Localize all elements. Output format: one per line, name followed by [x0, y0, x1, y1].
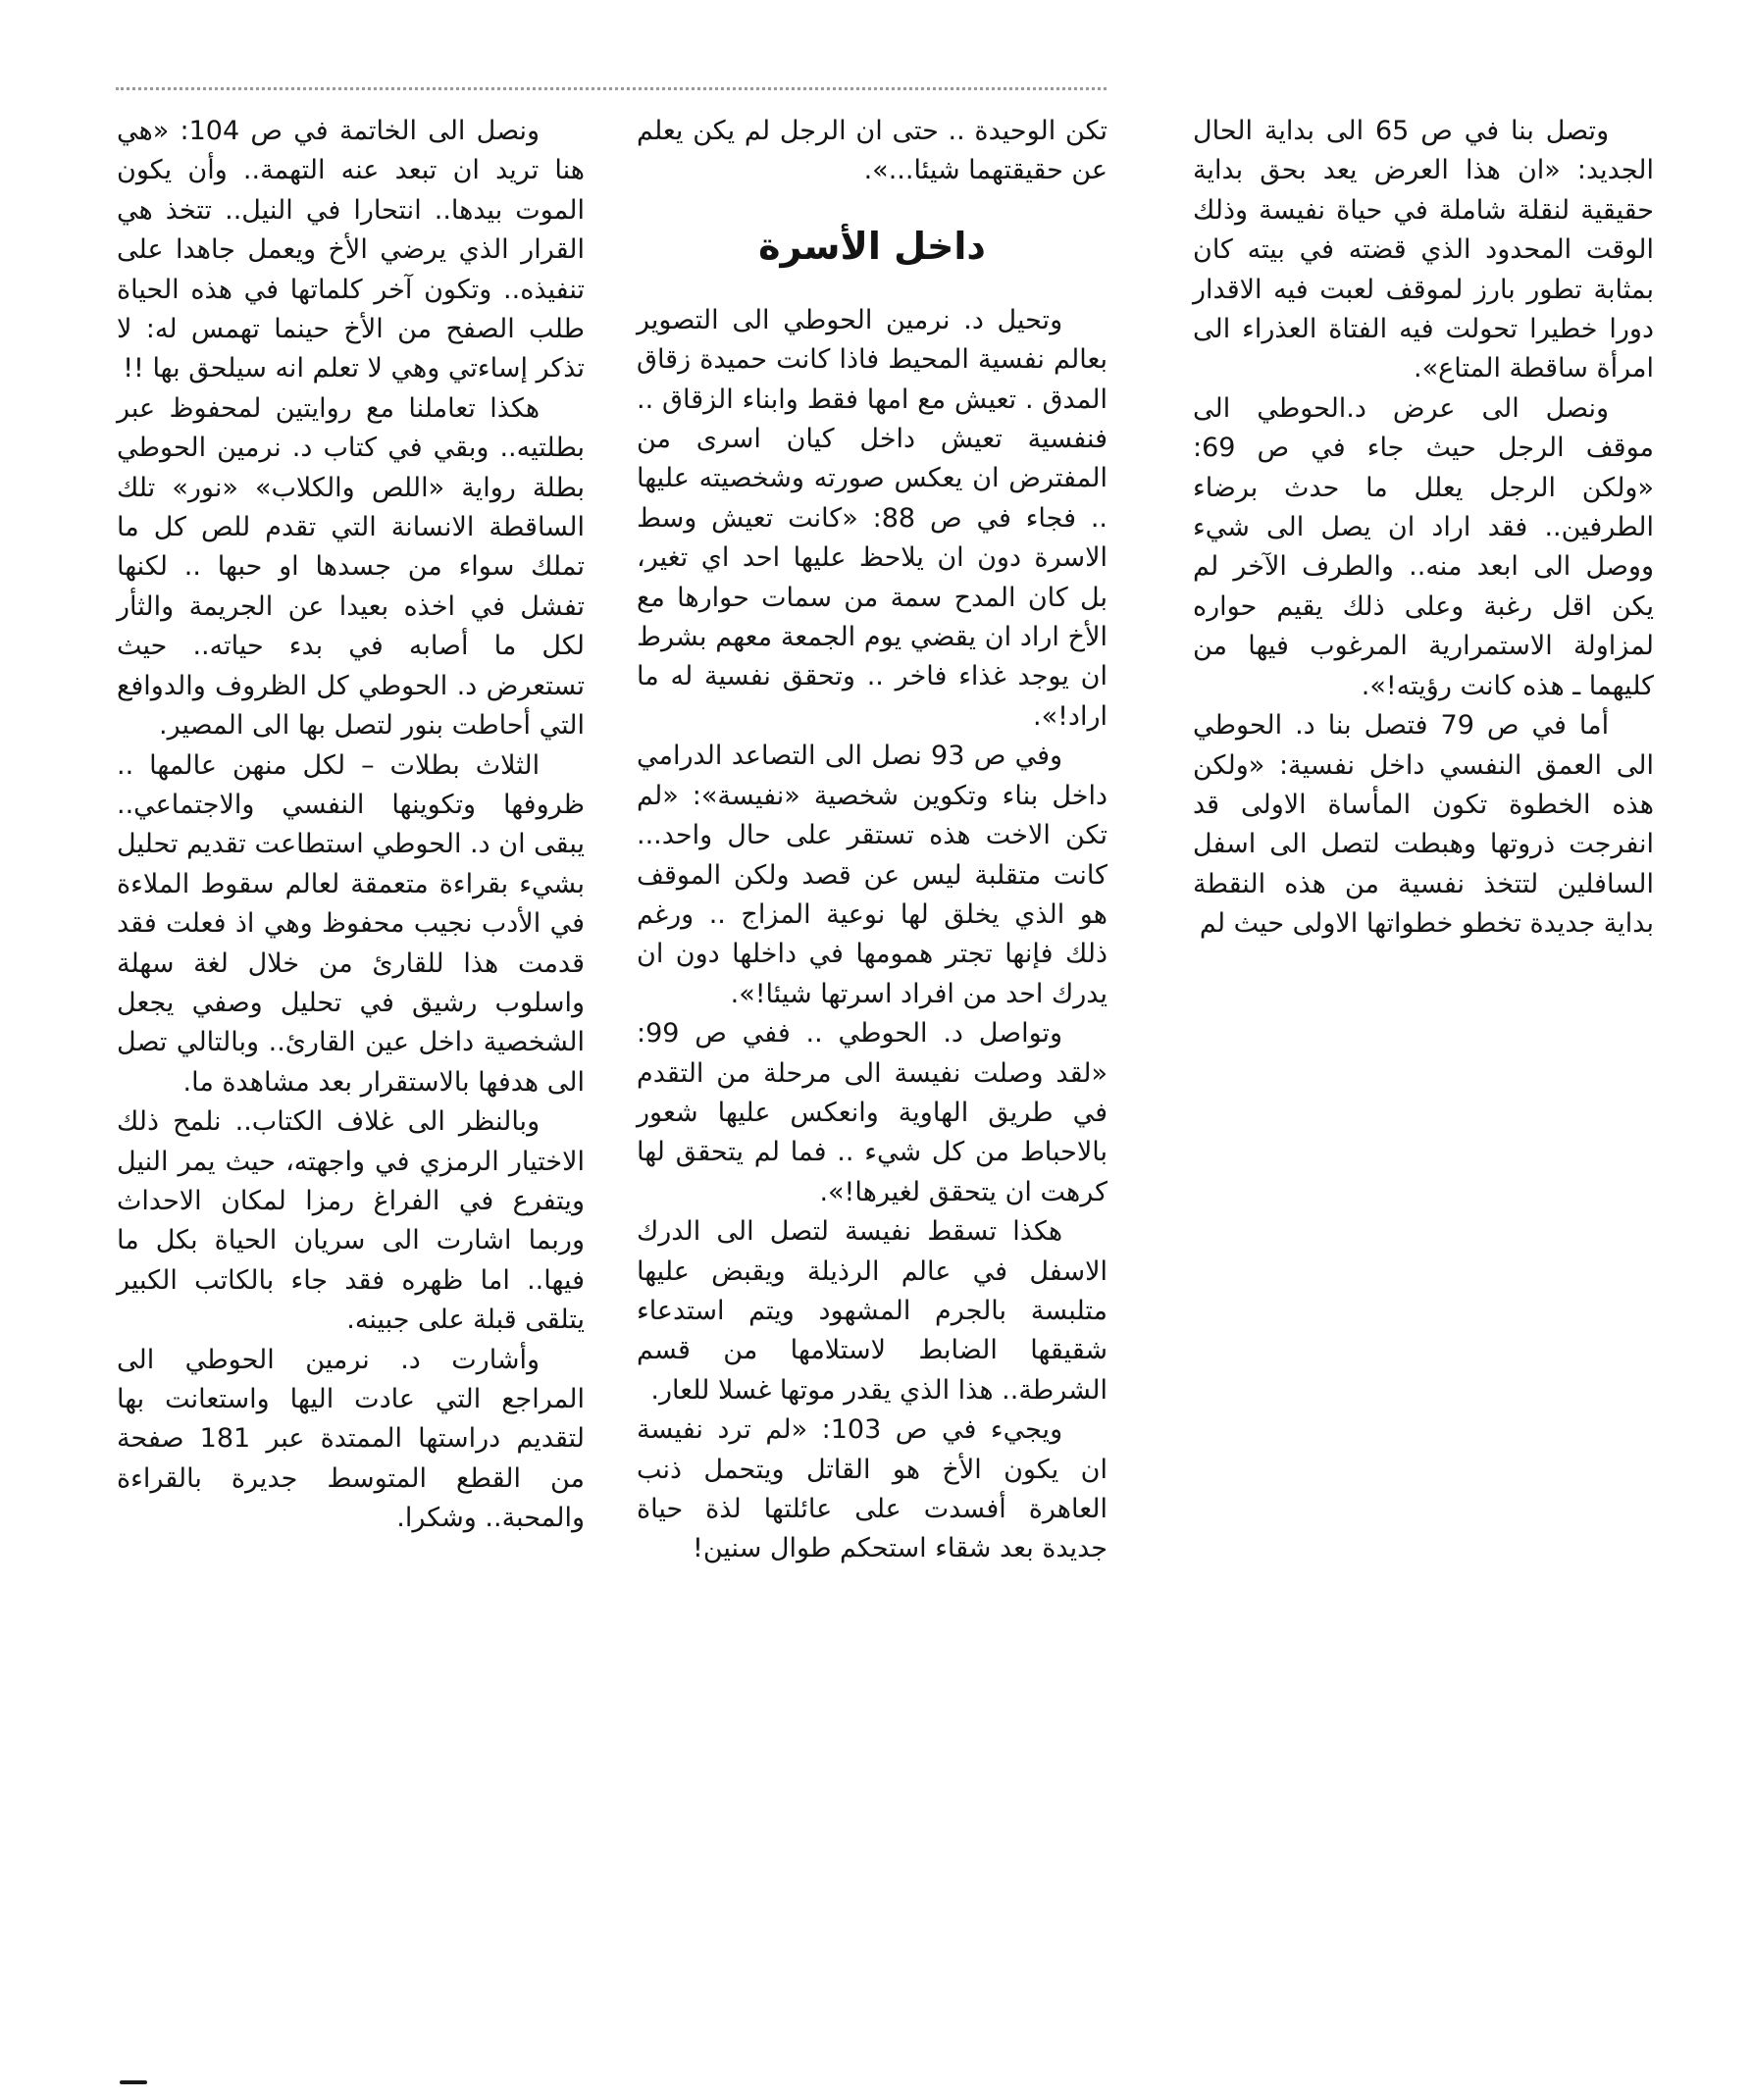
body-paragraph: الثلاث بطلات – لكل منهن عالمها .. ظروفها وتكوينها النفسي والاجتماعي.. يبقى ان د. الحوطي استطاعت تقديم تحليل بشيء بقراءة متعمقة لعالم سقوط الملاءة في الأدب نجيب محفوظ وهي اذ فعلت فقد قدمت هذا للقارئ من خلال لغة سهلة واسلوب رشيق في تحليل وصفي يجعل الشخصية داخل عين القارئ.. وبالتالي تصل الى هدفها بالاستقرار بعد مشاهدة ما.	[117, 749, 585, 1098]
body-paragraph: ويجيء في ص 103: «لم ترد نفيسة ان يكون الأخ هو القاتل ويتحمل ذنب العاهرة أفسدت على عائلتها لذة حياة جديدة بعد شقاء استحكم طوال سنين!	[637, 1414, 1107, 1564]
end-mark	[120, 2080, 147, 2084]
body-paragraph: ونصل الى الخاتمة في ص 104: «هي هنا تريد ان تبعد عنه التهمة.. وأن يكون الموت بيدها.. انتحارا في النيل.. تتخذ هي القرار الذي يرضي الأخ ويعمل جاهدا على تنفيذه.. وتكون آخر كلماتها في هذه الحياة طلب الصفح من الأخ حينما تهمس له: لا تذكر إساءتي وهي لا تعلم انه سيلحق بها !!	[117, 116, 585, 384]
body-paragraph: وتصل بنا في ص 65 الى بداية الحال الجديد: «ان هذا العرض يعد بحق بداية حقيقية لنقلة شاملة في حياة نفيسة وذلك الوقت المحدود الذي قضته في بيته كان بمثابة تطور بارز لموقف لعبت فيه الاقدار دورا خطيرا تحولت فيه الفتاة العذراء الى امرأة ساقطة المتاع».	[1193, 116, 1654, 384]
section-heading: داخل الأسرة	[758, 224, 986, 268]
body-paragraph: وفي ص 93 نصل الى التصاعد الدرامي داخل بناء وتكوين شخصية «نفيسة»: «لم تكن الاخت هذه تستقر على حال واحد... كانت متقلبة ليس عن قصد ولكن الموقف هو الذي يخلق لها نوعية المزاج .. ورغم ذلك فإنها تجتر همومها في داخلها دون ان يدرك احد من افراد اسرتها شيئا!».	[637, 741, 1107, 1009]
body-paragraph: هكذا تعاملنا مع روايتين لمحفوظ عبر بطلتيه.. وبقي في كتاب د. نرمين الحوطي بطلة رواية «اللص والكلاب» «نور» تلك الساقطة الانسانة التي تقدم للص كل ما تملك سواء من جسدها او حبها .. لكنها تفشل في اخذه بعيدا عن الجريمة والثأر لكل ما أصابه في بدء حياته.. حيث تستعرض د. الحوطي كل الظروف والدوافع التي أحاطت بنور لتصل بها الى المصير.	[117, 392, 585, 742]
body-paragraph: وبالنظر الى غلاف الكتاب.. نلمح ذلك الاختيار الرمزي في واجهته، حيث يمر النيل ويتفرع في الفراغ رمزا لمكان الاحداث وربما اشارت الى سريان الحياة بكل ما فيها.. اما ظهره فقد جاء بالكاتب الكبير يتلقى قبلة على جبينه.	[117, 1106, 585, 1336]
body-paragraph: أما في ص 79 فتصل بنا د. الحوطي الى العمق النفسي داخل نفسية: «ولكن هذه الخطوة تكون المأساة الاولى قد انفرجت ذروتها وهبطت لتصل الى اسفل السافلين لتتخذ نفسية من هذه النقطة بداية جديدة تخطو خطواتها الاولى حيث لم	[1193, 710, 1654, 940]
article-column-left	[117, 112, 585, 1539]
body-paragraph: هكذا تسقط نفيسة لتصل الى الدرك الاسفل في عالم الرذيلة ويقبض عليها متلبسة بالجرم المشهود ويتم استدعاء شقيقها الضابط لاستلامها من قسم الشرطة.. هذا الذي يقدر موتها غسلا للعار.	[637, 1216, 1107, 1406]
body-paragraph: وتحيل د. نرمين الحوطي الى التصوير بعالم نفسية المحيط فاذا كانت حميدة زقاق المدق . تعيش مع امها فقط وابناء الزقاق .. فنفسية تعيش داخل كيان اسرى من المفترض ان يعكس صورته وشخصيته عليها .. فجاء في ص 88: «كانت تعيش وسط الاسرة دون ان يلاحظ عليها احد اي تغير، بل كان المدح سمة من سمات حوارها مع الأخ اراد ان يقضي يوم الجمعة معهم بشرط ان يوجد غذاء فاخر .. وتحقق نفسية له ما اراد!».	[637, 304, 1108, 732]
article-column-middle	[637, 112, 1107, 1569]
body-paragraph: وأشارت د. نرمين الحوطي الى المراجع التي عادت اليها واستعانت بها لتقديم دراستها الممتدة عبر 181 صفحة من القطع المتوسط جديرة بالقراءة والمحبة.. وشكرا.	[117, 1344, 586, 1534]
body-paragraph: وتواصل د. الحوطي .. ففي ص 99: «لقد وصلت نفيسة الى مرحلة من التقدم في طريق الهاوية وانعكس عليها شعور بالاحباط من كل شيء .. فما لم يتحقق لها كرهت ان يتحقق لغيرها!».	[637, 1018, 1107, 1207]
continuation-paragraph: تكن الوحيدة .. حتى ان الرجل لم يكن يعلم عن حقيقتهما شيئا...».	[637, 116, 1107, 186]
article-column-right	[1193, 112, 1654, 945]
body-paragraph: ونصل الى عرض د.الحوطي الى موقف الرجل حيث جاء في ص 69: «ولكن الرجل يعلل ما حدث برضاء الطرفين.. فقد اراد ان يصل الى شيء ووصل الى ابعد منه.. والطرف الآخر لم يكن اقل رغبة وعلى ذلك يقيم حواره لمزاولة الاستمرارية المرغوب فيها من كليهما ـ هذه كانت رؤيته!».	[1193, 392, 1654, 701]
top-dotted-rule	[116, 87, 1107, 90]
